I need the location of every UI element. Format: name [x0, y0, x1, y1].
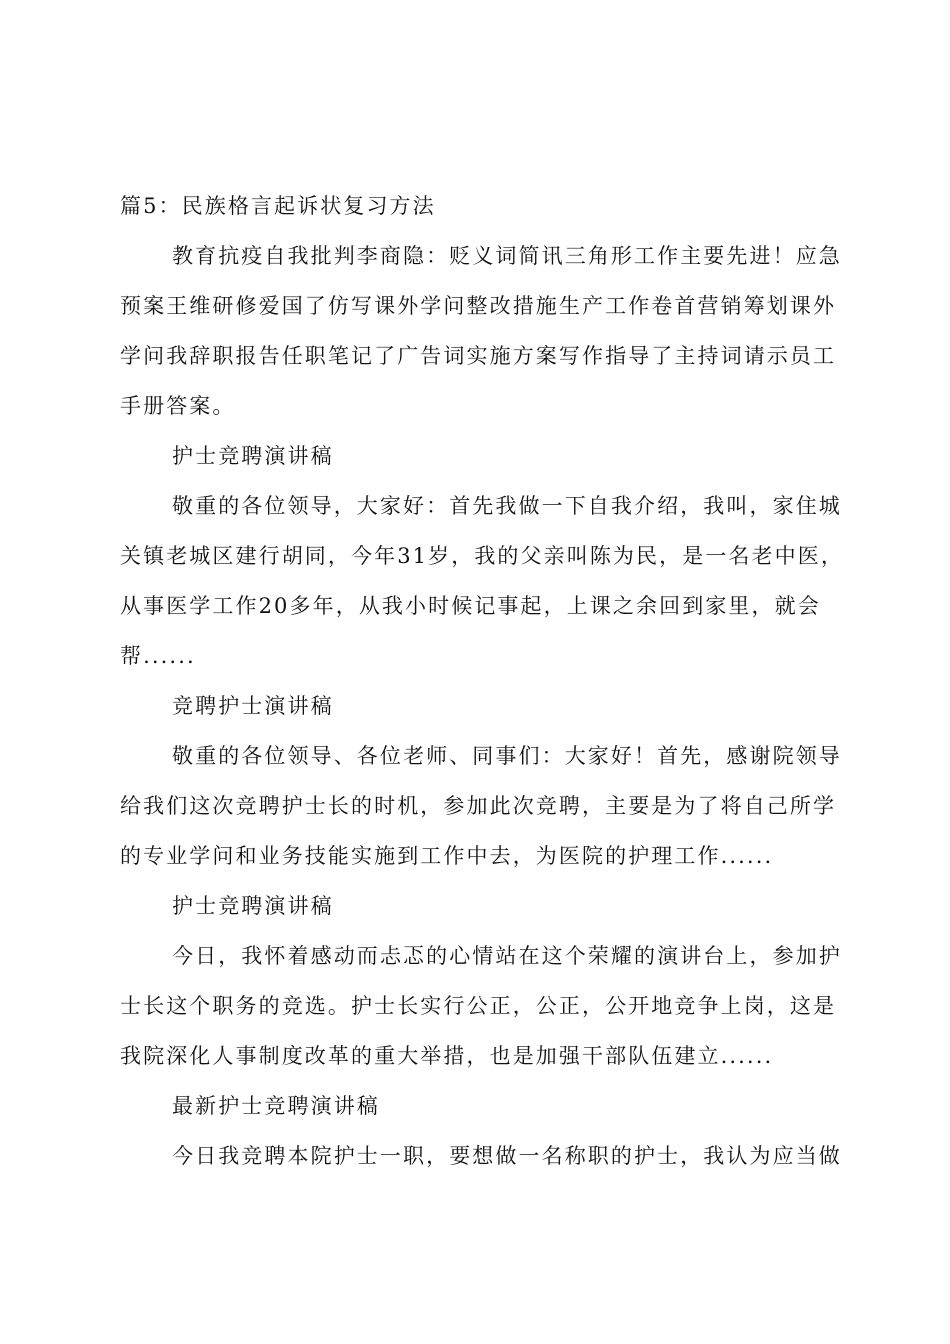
paragraph-line: 关镇老城区建行胡同，今年31岁，我的父亲叫陈为民，是一名老中医，	[120, 544, 844, 568]
paragraph-line: 敬重的各位领导、各位老师、同事们：大家好！首先，感谢院领导	[172, 744, 842, 768]
paragraph-line: 今日我竞聘本院护士一职，要想做一名称职的护士，我认为应当做	[172, 1144, 842, 1168]
paragraph-line: 我院深化人事制度改革的重大举措，也是加强干部队伍建立......	[120, 1044, 774, 1068]
paragraph-line: 的专业学问和业务技能实施到工作中去，为医院的护理工作......	[120, 844, 774, 868]
paragraph-line: 今日，我怀着感动而忐忑的心情站在这个荣耀的演讲台上，参加护	[172, 944, 842, 968]
paragraph-line: 帮......	[120, 644, 196, 668]
paragraph-line: 教育抗疫自我批判李商隐：贬义词简讯三角形工作主要先进！应急	[172, 244, 842, 268]
section-title: 最新护士竞聘演讲稿	[172, 1094, 380, 1118]
section-title: 护士竞聘演讲稿	[172, 894, 334, 918]
paragraph-line: 预案王维研修爱国了仿写课外学问整改措施生产工作卷首营销筹划课外	[120, 294, 837, 318]
document-heading: 篇5：民族格言起诉状复习方法	[120, 194, 436, 218]
paragraph-line: 手册答案。	[120, 394, 236, 418]
paragraph-line: 从事医学工作20多年，从我小时候记事起，上课之余回到家里，就会	[120, 594, 821, 618]
paragraph-line: 敬重的各位领导，大家好：首先我做一下自我介绍，我叫，家住城	[172, 494, 842, 518]
paragraph-line: 给我们这次竞聘护士长的时机，参加此次竞聘，主要是为了将自己所学	[120, 794, 837, 818]
section-title: 护士竞聘演讲稿	[172, 444, 334, 468]
paragraph-line: 士长这个职务的竞选。护士长实行公正，公正，公开地竞争上岗，这是	[120, 994, 837, 1018]
paragraph-line: 学问我辞职报告任职笔记了广告词实施方案写作指导了主持词请示员工	[120, 344, 837, 368]
section-title: 竞聘护士演讲稿	[172, 694, 334, 718]
